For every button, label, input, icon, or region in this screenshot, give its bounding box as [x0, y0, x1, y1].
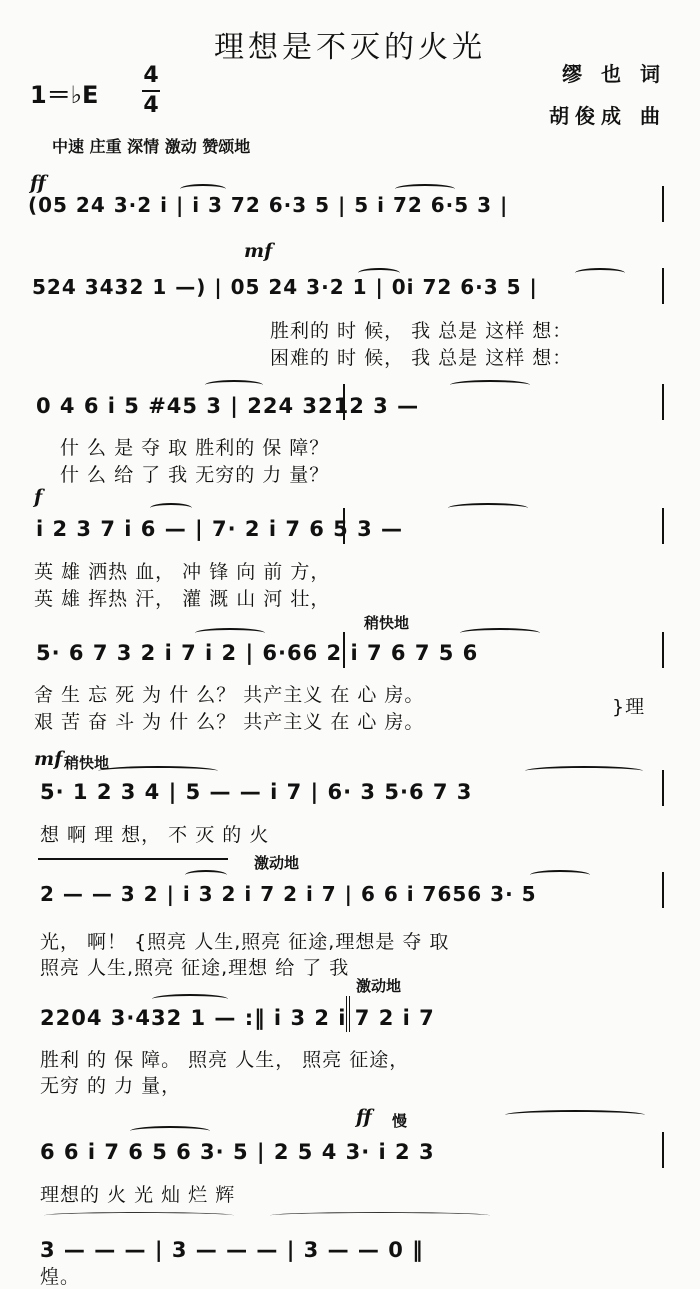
barline	[662, 1132, 664, 1168]
lyric-line-1: 光， 啊！ {照亮 人生,照亮 征途,理想是 夺 取	[40, 931, 450, 953]
dynamic-marking: mf	[34, 748, 63, 770]
barline	[662, 632, 664, 668]
slur	[130, 1126, 210, 1136]
slur	[358, 268, 400, 278]
lyric-line-2: 艰 苦 奋 斗 为 什 么？ 共产主义 在 心 房。	[34, 711, 425, 733]
lyric-line-1: 煌。	[40, 1266, 81, 1288]
tempo-marking: 中速 庄重 深情 激动 赞颂地	[52, 137, 251, 156]
notation-line: 0 4 6 i 5 #45 3 | 224 3212 3 —	[36, 394, 420, 418]
expression-marking: 激动地	[356, 977, 402, 995]
slur	[180, 184, 226, 194]
lyric-line-1: 什 么 是 夺 取 胜利的 保 障？	[60, 437, 330, 459]
dynamic-marking: mf	[244, 240, 273, 262]
slur	[98, 766, 218, 776]
notation-line: 524 3432 1 —) | 05 24 3·2 1 | 0i 72 6·3 5 |	[32, 275, 538, 299]
lyric-line-2: 无穷 的 力 量，	[40, 1075, 182, 1097]
crescendo-hairpin	[38, 858, 228, 860]
barline	[662, 384, 664, 420]
lyric-line-1: 胜利 的 保 障。 照亮 人生， 照亮 征途，	[40, 1049, 410, 1071]
dynamic-marking: ff	[30, 172, 46, 194]
expression-marking: 稍快地	[364, 614, 410, 632]
expression-marking: 激动地	[254, 854, 300, 872]
dynamic-marking: f	[34, 486, 43, 508]
expression-marking: 慢	[392, 1112, 408, 1130]
notation-line: (05 24 3·2 i | i 3 72 6·3 5 | 5 i 72 6·5 3 |	[28, 193, 509, 217]
key-signature: 1＝♭E	[30, 81, 99, 109]
barline	[662, 770, 664, 806]
slur	[448, 503, 528, 513]
slur	[195, 628, 265, 638]
lyricist-credit: 缪 也 词	[562, 62, 666, 86]
notation-line: 5· 6 7 3 2 i 7 i 2 | 6·66 2 i 7 6 7 5 6	[36, 641, 479, 665]
notation-line: 3 — — — | 3 — — — | 3 — — 0 ‖	[40, 1238, 424, 1262]
notation-line: 2204 3·432 1 — :‖ i 3 2 i 7 2 i 7	[40, 1006, 435, 1030]
notation-line: 2 — — 3 2 | i 3 2 i 7 2 i 7 | 6 6 i 7656 3· 5	[40, 882, 537, 906]
time-signature	[142, 62, 160, 120]
barline	[343, 384, 345, 420]
slur	[525, 766, 643, 776]
slur	[185, 870, 227, 880]
song-title: 理想是不灭的火光	[214, 30, 486, 65]
slur	[505, 1110, 645, 1120]
lyric-line-2: 什 么 给 了 我 无穷的 力 量？	[60, 464, 330, 486]
repeat-barline	[346, 996, 350, 1032]
dynamic-marking: ff	[356, 1106, 372, 1128]
lyric-line-2: 英 雄 挥热 汗， 灌 溉 山 河 壮，	[34, 588, 331, 610]
barline	[662, 186, 664, 222]
lyric-line-1: 想 啊 理 想， 不 灭 的 火	[40, 824, 270, 846]
notation-line: 6 6 i 7 6 5 6 3· 5 | 2 5 4 3· i 2 3	[40, 1140, 435, 1164]
barline	[343, 632, 345, 668]
slur	[530, 870, 590, 880]
slur	[575, 268, 625, 278]
meter-top: 4	[143, 63, 159, 88]
lyric-line-1: 舍 生 忘 死 为 什 么？ 共产主义 在 心 房。	[34, 684, 425, 706]
meter-bottom: 4	[143, 93, 159, 118]
lyric-line-1: 胜利的 时 候， 我 总是 这样 想：	[270, 320, 573, 342]
lyric-line-1: 理想的 火 光 灿 烂 辉	[40, 1184, 236, 1206]
composer-credit: 胡俊成 曲	[549, 104, 666, 128]
expression-marking: 稍快地	[64, 754, 110, 772]
slur	[205, 380, 263, 390]
tie	[44, 1212, 234, 1219]
lyric-line-1: 英 雄 洒热 血， 冲 锋 向 前 方，	[34, 561, 331, 583]
slur	[152, 994, 228, 1004]
side-lyric: }理	[612, 696, 646, 718]
slur	[460, 628, 540, 638]
notation-line: i 2 3 7 i 6 — | 7· 2 i 7 6 5 3 —	[36, 517, 404, 541]
tie	[270, 1212, 490, 1219]
barline	[343, 508, 345, 544]
barline	[662, 872, 664, 908]
slur	[450, 380, 530, 390]
barline	[662, 268, 664, 304]
lyric-line-2: 照亮 人生,照亮 征途,理想 给 了 我	[40, 957, 350, 979]
slur	[150, 503, 192, 513]
barline	[662, 508, 664, 544]
slur	[395, 184, 455, 194]
lyric-line-2: 困难的 时 候， 我 总是 这样 想：	[270, 347, 573, 369]
notation-line: 5· 1 2 3 4 | 5 — — i 7 | 6· 3 5·6 7 3	[40, 780, 473, 804]
